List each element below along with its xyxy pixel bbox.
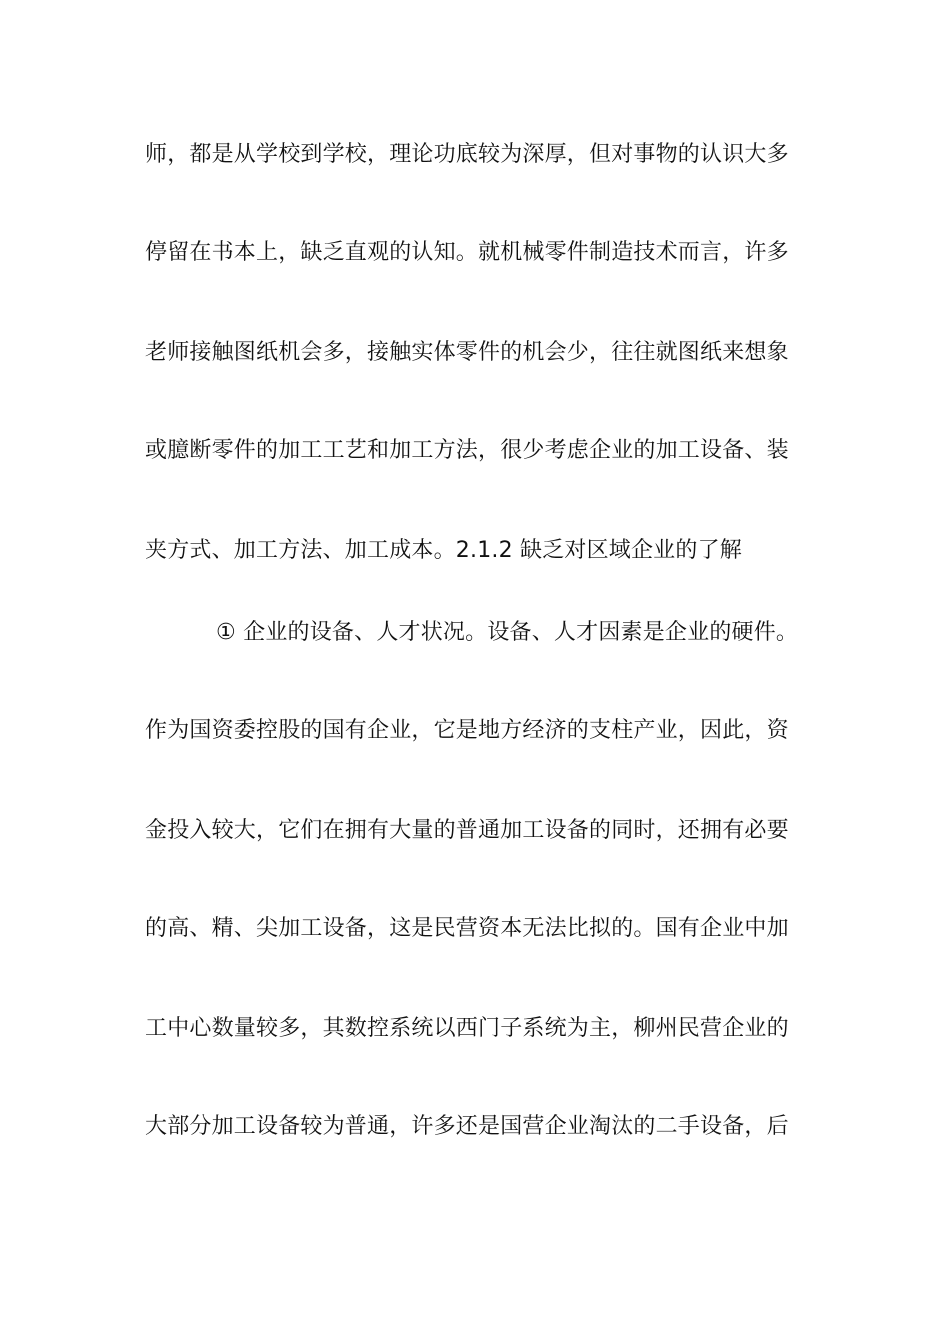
paragraph-line: 老师接触图纸机会多，接触实体零件的机会少，往往就图纸来想象 bbox=[145, 340, 789, 365]
paragraph-line: 作为国资委控股的国有企业，它是地方经济的支柱产业，因此，资 bbox=[145, 718, 789, 743]
paragraph-line: 大部分加工设备较为普通，许多还是国营企业淘汰的二手设备，后 bbox=[145, 1114, 789, 1139]
paragraph-line-with-section-heading: 夹方式、加工方法、加工成本。2.1.2 缺乏对区域企业的了解 bbox=[145, 538, 742, 563]
paragraph-line: 工中心数量较多，其数控系统以西门子系统为主，柳州民营企业的 bbox=[145, 1016, 789, 1041]
paragraph-line: 或臆断零件的加工工艺和加工方法，很少考虑企业的加工设备、装 bbox=[145, 438, 789, 463]
paragraph-line: 金投入较大，它们在拥有大量的普通加工设备的同时，还拥有必要 bbox=[145, 818, 789, 843]
numbered-paragraph-start: ① 企业的设备、人才状况。设备、人才因素是企业的硬件。 bbox=[216, 620, 799, 645]
paragraph-line: 停留在书本上，缺乏直观的认知。就机械零件制造技术而言，许多 bbox=[145, 240, 789, 265]
paragraph-line: 师，都是从学校到学校，理论功底较为深厚，但对事物的认识大多 bbox=[145, 142, 789, 167]
paragraph-line: 的高、精、尖加工设备，这是民营资本无法比拟的。国有企业中加 bbox=[145, 916, 789, 941]
